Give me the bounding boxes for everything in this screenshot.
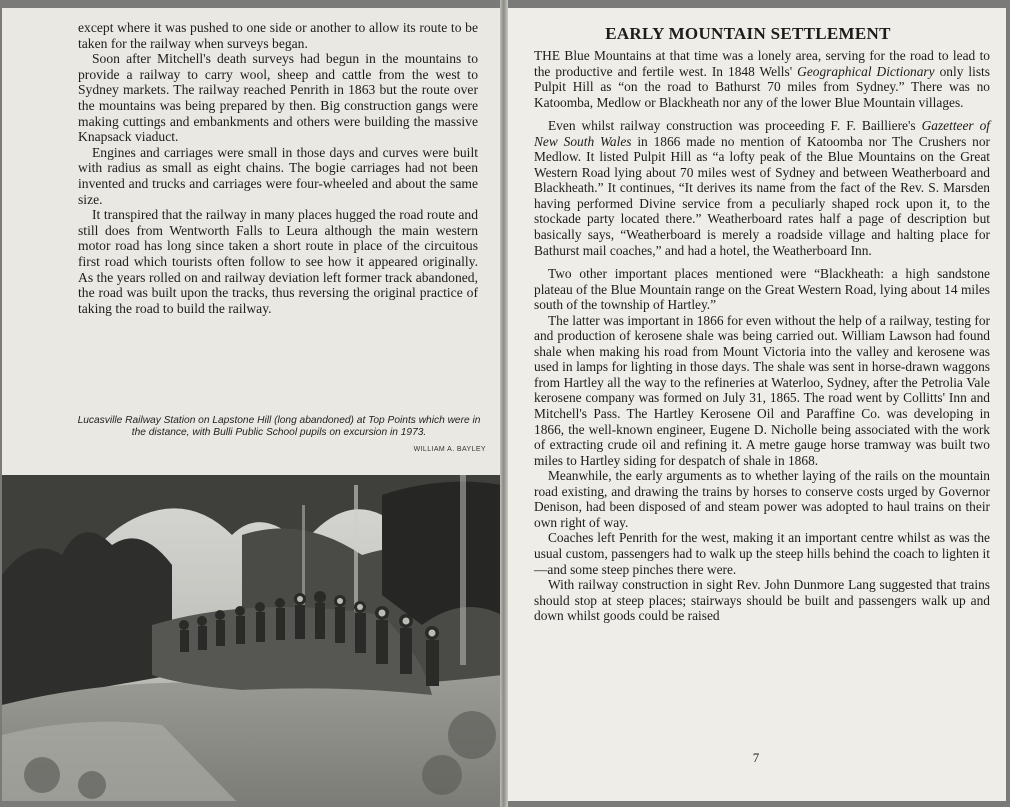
left-paragraph-2: Soon after Mitchell's death surveys had begun in the mountains to provide a railway to carry wool, sheep and cattle from the west to Sydney markets. The railway reached Penrith in 1863 but the route over the mountains was being prepared by then. Big construction gangs were making cuttings and embankments and others were building the massive Knapsack viaduct. [78,51,478,145]
left-paragraph-4: It transpired that the railway in many places hugged the road route and still does from Wentworth Falls to Leura although the main western motor road has long since taken a short route in place of the circuitous first road which tourists often follow to see how it appeared originally. As the years rolled on and railway deviation left former track abandoned, the road was built upon the tracks, thus reversing the original practice of taking the road to build the railway. [78,207,478,316]
right-paragraph-6: Coaches left Penrith for the west, making it an important centre whilst as was the usual custom, passengers had to walk up the steep hills behind the coach to lighten it—and some steep pinches there were. [534,530,990,577]
left-page [2,8,502,801]
excursion-photo [2,475,502,801]
right-page [506,8,1006,801]
right-paragraph-7: With railway construction in sight Rev. John Dunmore Lang suggested that trains should stop at steep places; stairways should be built and passengers walk up and down whilst goods could be raised [534,577,990,624]
right-p2-title: Gazetteer of New South Wales [534,118,990,149]
left-page-body [78,20,478,316]
right-paragraph-5: Meanwhile, the early arguments as to whether laying of the rails on the mountain road existing, and drawing the trains by horses to conserve costs urged by Governor Denison, had been disposed of and steam power was adopted to haul trains on their own right of way. [534,468,990,530]
right-paragraph-4: The latter was important in 1866 for even without the help of a railway, testing for and production of kerosene shale was being carried out. William Lawson had found shale when making his road from Mount Victoria into the valley and kerosene was used in lamps for lighting in those days. The shale was sent in horse-drawn waggons from Hartley all the way to the refineries at Waterloo, Sydney, after the Petrolia Vale kerosene company was formed on July 31, 1865. The road went by Collitts' Inn and Mitchell's Pass. The Hartley Kerosene Oil and Paraffine Co. was developing in 1866, the well-known engineer, Eugene D. Nicholle being associated with the work of extracting crude oil and refining it. A metre gauge horse tramway was built two miles to Hartley siding for despatch of shale in 1868. [534,312,990,468]
right-p1-part-b: only lists Pulpit Hill as “on the road to Bathurst 70 miles from Sydney.” There was no Katoomba, Medlow or Blackheath nor any of the lower Blue Mountain villages. [534,63,990,110]
right-p2-part-b: in 1866 made no mention of Katoomba nor The Crushers nor Medlow. It listed Pulpit Hill as “a lofty peak of the Blue Mountains on the Great Western Road lying about 70 miles west of Sydney and between Weatherboard and Blackheath.” It continues, “It derives its name from the fact of the Rev. S. Marsden having performed Divine service from a peculiarly shaped rock upon it, to the stockade party located there.” Weatherboard rates half a page of description but basically says, “Weatherboard is merely a roadside village and halting place for Bathurst mail coaches,” and had a hotel, the Weatherboard Inn. [534,133,990,258]
chapter-heading: EARLY MOUNTAIN SETTLEMENT [605,24,891,43]
page-number: 7 [752,750,760,765]
right-p2-part-a: Even whilst railway construction was proceeding F. F. Bailliere's [548,118,916,134]
right-paragraph-1 [534,48,990,110]
right-p1-title: Geographical Dictionary [797,63,935,79]
right-paragraph-2 [534,118,990,258]
left-paragraph-3: Engines and carriages were small in those days and curves were built with radius as small as eight chains. The bogie carriages had not been invented and trucks and carriages were four-wheeled and about the same size. [78,144,478,207]
left-paragraph-1: except where it was pushed to one side or another to allow its route to be taken for the railway when surveys began. [78,20,478,51]
book-gutter [500,0,508,807]
right-page-body [534,48,990,624]
right-paragraph-3: Two other important places mentioned were “Blackheath: a high sandstone plateau of the Blue Mountain range on the Great Western Road, lying about 14 miles south of the township of Hartley.” [534,266,990,313]
photo-credit: WILLIAM A. BAYLEY [413,446,486,453]
photo-caption: Lucasville Railway Station on Lapstone Hill (long abandoned) at Top Points which were in the distance, with Bulli Public School pupils on excursion in 1973. [77,415,481,438]
right-p1-part-a: THE Blue Mountains at that time was a lonely area, serving for the road to lead to the productive and fertile west. In 1848 Wells' [534,48,990,79]
photograph-excursion-group-icon [2,475,502,801]
